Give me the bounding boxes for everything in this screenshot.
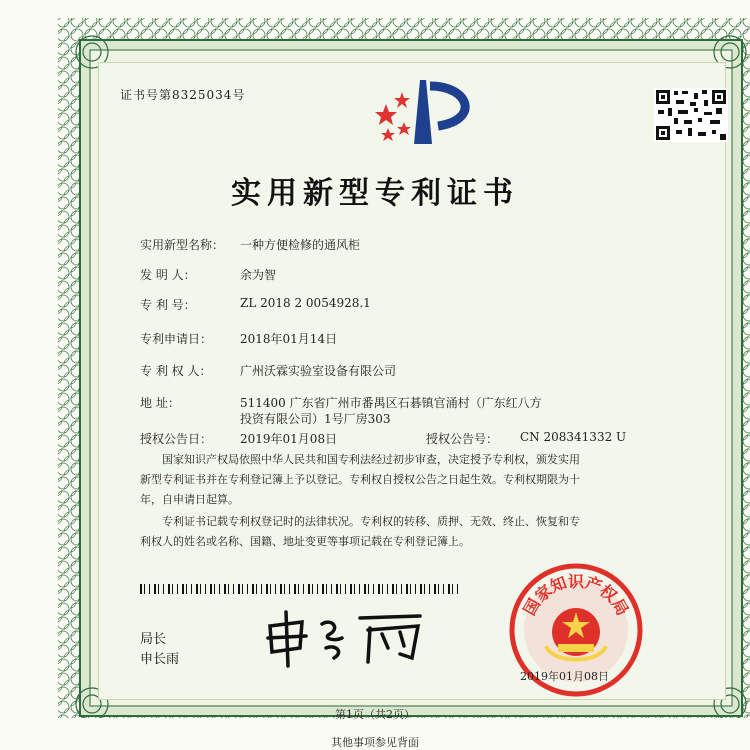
utility-model-name-label: 实用新型名称：: [140, 238, 225, 252]
inventor-value: 余为智: [240, 268, 277, 282]
cnipa-logo-icon: [366, 74, 486, 154]
filing-date-value: 2018年01月14日: [240, 332, 338, 346]
seal-char: 家: [530, 581, 556, 606]
page-indicator: 第1页（共2页）: [335, 708, 415, 721]
seal-char: 产: [582, 572, 605, 597]
paragraph-line: 利权人的姓名或名称、国籍、地址变更等事项记载在专利登记簿上。: [140, 535, 470, 548]
director-name: 申长雨: [140, 652, 180, 667]
seal-char: 权: [596, 581, 622, 606]
paragraph-line: 年，自申请日起算。: [140, 493, 239, 506]
paragraph-line: 新型专利证书并在专利登记簿上予以登记。专利权自授权公告之日起生效。专利权期限为十: [140, 473, 580, 486]
announcement-number-label: 授权公告号：: [426, 432, 499, 446]
seal-char: 识: [568, 572, 585, 591]
announcement-date-label: 授权公告日：: [140, 432, 213, 446]
seal-char: 知: [547, 572, 570, 597]
seal-char: 国: [519, 595, 545, 619]
paragraph-line: 国家知识产权局依照中华人民共和国专利法经过初步审查，决定授予专利权，颁发实用: [162, 453, 580, 466]
patentee-value: 广州沃霖实验室设备有限公司: [240, 364, 397, 378]
director-title: 局长: [140, 632, 167, 647]
utility-model-name-value: 一种方便检修的通风柜: [240, 238, 361, 252]
certificate-title: 实用新型专利证书: [231, 176, 519, 211]
announcement-date-value: 2019年01月08日: [240, 432, 338, 446]
filing-date-label: 专利申请日：: [140, 332, 213, 346]
patent-number-value: ZL 2018 2 0054928.1: [240, 296, 371, 310]
barcode-icon: [140, 584, 458, 594]
back-side-note: 其他事项参见背面: [331, 736, 419, 749]
inventor-label: 发 明 人：: [140, 268, 196, 282]
address-label: 地 址：: [140, 396, 180, 410]
legal-status-paragraph: [140, 512, 710, 552]
seal-char: 局: [607, 595, 633, 619]
certificate-number: 证书号第8325034号: [120, 88, 246, 102]
qr-code-icon: [654, 88, 728, 142]
announcement-number-value: CN 208341332 U: [520, 430, 627, 444]
seal-date: 2019年01月08日: [520, 670, 609, 683]
paragraph-line: 专利证书记载专利权登记时的法律状况。专利权的转移、质押、无效、终止、恢复和专: [162, 515, 580, 528]
address-value-line2: 投资有限公司）1号厂房303: [240, 412, 391, 426]
patent-number-label: 专 利 号：: [140, 298, 196, 312]
address-value-line1: 511400 广东省广州市番禺区石碁镇官涌村（广东红八方: [240, 396, 542, 410]
handwritten-signature: [260, 608, 430, 668]
grant-statement-paragraph: [140, 450, 710, 510]
patentee-label: 专 利 权 人：: [140, 364, 212, 378]
